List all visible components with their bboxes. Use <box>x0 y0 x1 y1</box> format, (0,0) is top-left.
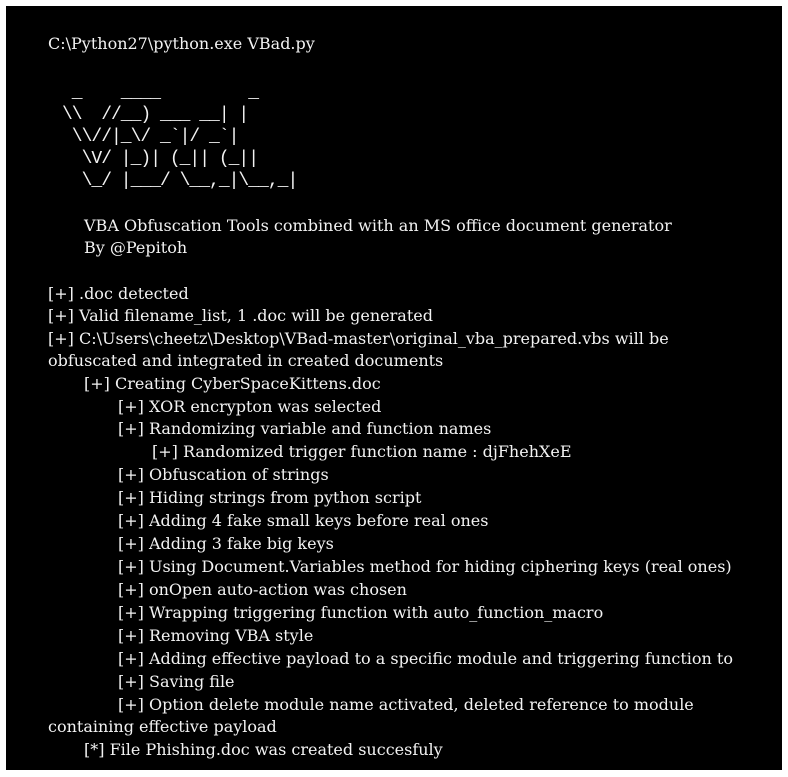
author-line: By @Pepitoh <box>84 238 188 257</box>
output-line: [+] Removing VBA style <box>118 626 314 645</box>
output-line: [+] Wrapping triggering function with auto_function_macro <box>118 603 604 622</box>
output-line: [+] Hiding strings from python script <box>118 488 422 507</box>
output-line: containing effective payload <box>48 717 277 736</box>
output-line: [+] Valid filename_list, 1 .doc will be generated <box>48 306 433 325</box>
output-line: [+] Using Document.Variables method for hiding ciphering keys (real ones) <box>118 557 732 576</box>
output-line: [+] Adding effective payload to a specific module and triggering function to <box>118 649 733 668</box>
output-line: [+] Creating CyberSpaceKittens.doc <box>84 374 381 393</box>
output-line: [+] Obfuscation of strings <box>118 465 329 484</box>
output-line: [+] Saving file <box>118 672 235 691</box>
command-line: C:\Python27\python.exe VBad.py <box>48 34 315 53</box>
output-line: obfuscated and integrated in created documents <box>48 351 444 370</box>
output-line: [+] Adding 3 fake big keys <box>118 534 334 553</box>
output-line: [+] .doc detected <box>48 284 189 303</box>
output-line: [*] File Phishing.doc was created succesfuly <box>84 740 443 759</box>
output-line: [+] onOpen auto-action was chosen <box>118 580 407 599</box>
output-line: [+] Adding 4 fake small keys before real ones <box>118 511 489 530</box>
output-line: [+] Randomized trigger function name : djFhehXeE <box>152 442 572 461</box>
vbad-ascii-banner: _ ____ _ \\ //__) ___ __| | \\//|_\/ _`|/ _`| \V/ |_)| (_|| (_|| \_/ |___/ \__,_|\__,_| <box>62 83 298 191</box>
tagline: VBA Obfuscation Tools combined with an MS office document generator <box>84 216 672 235</box>
output-line: [+] C:\Users\cheetz\Desktop\VBad-master\original_vba_prepared.vbs will be <box>48 329 669 348</box>
terminal-window <box>6 6 782 770</box>
output-line: [+] XOR encrypton was selected <box>118 397 382 416</box>
output-line: [+] Randomizing variable and function names <box>118 419 492 438</box>
output-line: [+] Option delete module name activated, deleted reference to module <box>118 695 694 714</box>
